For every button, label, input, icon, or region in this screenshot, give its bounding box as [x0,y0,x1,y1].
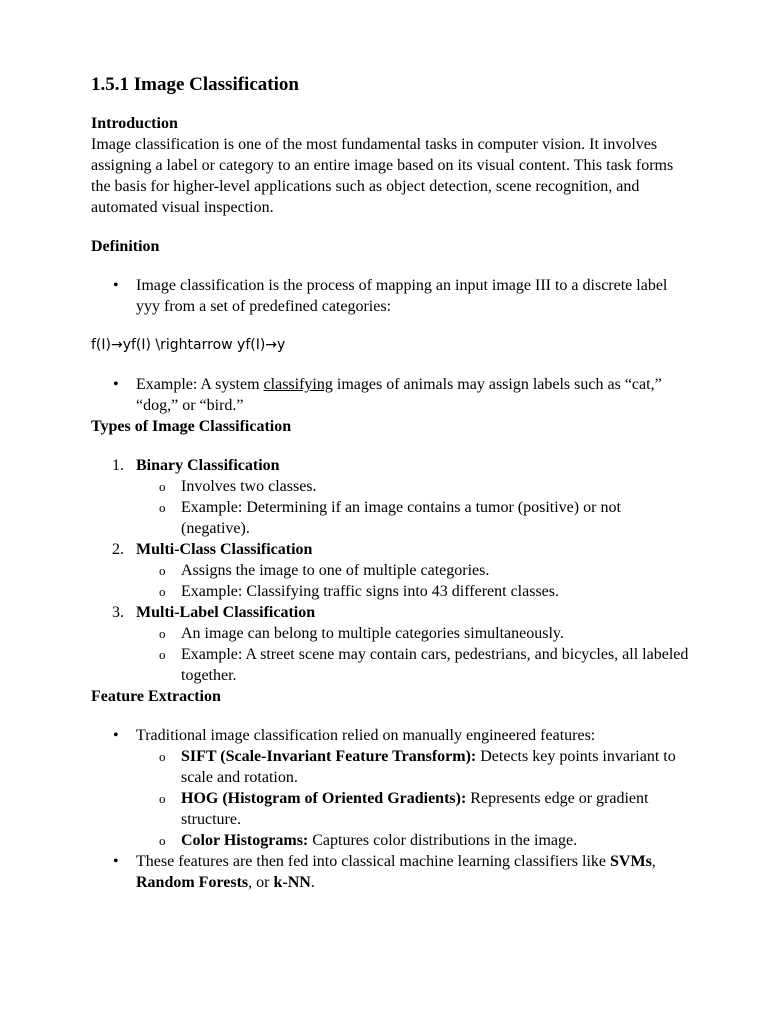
sub-bullet-glyph: o [159,479,166,494]
section-title: 1.5.1 Image Classification [91,74,299,95]
sub-item [136,476,691,497]
type-item-multi-label [91,602,691,686]
feature-desc: Represents edge or gradient structure. [181,790,649,828]
separator: , [651,853,656,870]
feature-desc: Detects key points invariant to scale and rotation. [181,748,676,786]
definition-bullet [91,275,691,317]
sub-item [136,581,691,602]
bullet-glyph: • [113,277,119,294]
sub-item-text: Involves two classes. [181,478,317,495]
classifier-random-forests: Random Forests [136,874,249,891]
sub-item [136,623,691,644]
classifier-knn: k-NN [273,874,311,891]
type-item-multi-class [91,539,691,602]
feature-bullet-classifiers [91,851,691,893]
sub-bullet-glyph: o [159,626,166,641]
types-list [91,455,691,686]
feature-sub-list [136,746,691,851]
sub-bullet-glyph: o [159,647,166,662]
introduction-heading: Introduction [91,115,178,132]
definition-text: Image classification is the process of mapping an input image III to a discrete label yyy from a set of predefined categories: [136,277,668,315]
feature-name: Color Histograms: [181,832,309,849]
sub-item [136,497,691,539]
sub-item-text: An image can belong to multiple categories simultaneously. [181,625,564,642]
feature-name: SIFT (Scale-Invariant Feature Transform): [181,748,477,765]
type-sub-list [136,623,691,686]
bullet-glyph: • [113,727,119,744]
sub-bullet-glyph: o [159,833,166,848]
sub-item-text: Assigns the image to one of multiple categories. [181,562,490,579]
sub-item-text: Example: A street scene may contain cars, pedestrians, and bicycles, all labeled together. [181,646,689,684]
types-heading: Types of Image Classification [91,418,292,435]
feature-list [91,725,691,893]
example-suffix: images of animals may assign labels such as “cat,” “dog,” or “bird.” [136,376,662,414]
type-label: Multi-Class Classification [136,541,313,558]
type-label: Multi-Label Classification [136,604,316,621]
sub-bullet-glyph: o [159,791,166,806]
separator: , or [248,874,274,891]
sub-item [136,644,691,686]
sub-bullet-glyph: o [159,584,166,599]
feature-bullet-traditional [91,725,691,851]
type-item-binary [91,455,691,539]
type-label: Binary Classification [136,457,280,474]
sub-bullet-glyph: o [159,500,166,515]
bullet-glyph: • [113,853,119,870]
feature-hog [136,788,691,830]
feature-color-histograms [136,830,691,851]
sub-bullet-glyph: o [159,563,166,578]
classifier-svm: SVMs [610,853,652,870]
end-punctuation: . [310,874,315,891]
classifiers-prefix: These features are then fed into classical machine learning classifiers like [136,853,611,870]
sub-item-text: Example: Classifying traffic signs into 43 different classes. [181,583,559,600]
sub-item [136,560,691,581]
bullet-glyph: • [113,376,119,393]
example-underlined-word: classifying [263,376,333,393]
example-bullet [91,374,691,416]
feature-bullet-text: Traditional image classification relied on manually engineered features: [136,727,596,744]
sub-bullet-glyph: o [159,749,166,764]
feature-extraction-heading: Feature Extraction [91,688,221,705]
type-sub-list [136,476,691,539]
introduction-paragraph: Image classification is one of the most fundamental tasks in computer vision. It involves assigning a label or category to an entire image based on its visual content. This task forms the basis for higher-level applications such as object detection, scene recognition, and automated visual inspection. [91,136,674,216]
feature-sift [136,746,691,788]
example-prefix: Example: A system [136,376,264,393]
type-number: 3. [112,604,124,621]
type-sub-list [136,560,691,602]
definition-list [91,275,691,317]
type-number: 2. [112,541,124,558]
feature-name: HOG (Histogram of Oriented Gradients): [181,790,467,807]
sub-item-text: Example: Determining if an image contains a tumor (positive) or not (negative). [181,499,621,537]
example-list [91,374,691,416]
definition-heading: Definition [91,238,160,255]
document-page [91,73,691,893]
formula: f(I)→yf(I) \rightarrow yf(I)→y [91,337,286,353]
type-number: 1. [112,457,124,474]
feature-desc: Captures color distributions in the image. [308,832,578,849]
